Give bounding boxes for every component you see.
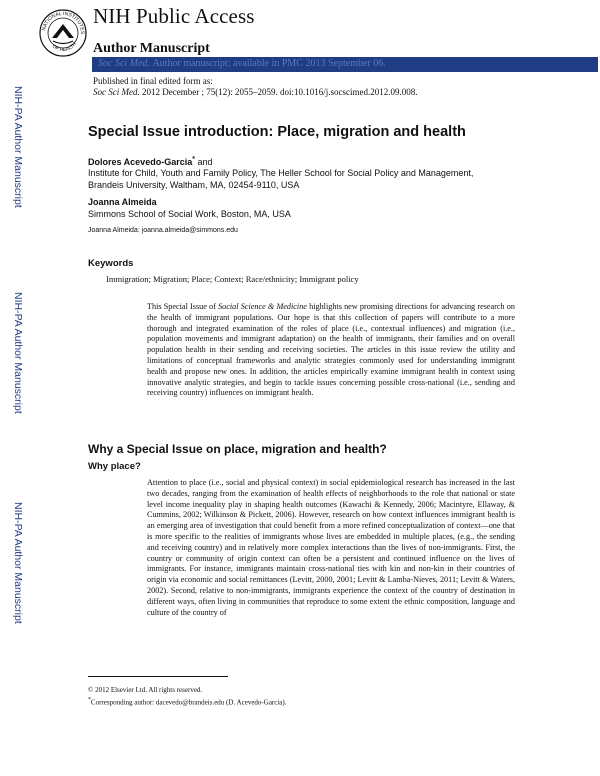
abstract-pre: This Special Issue of: [147, 302, 219, 311]
header-citation: [98, 58, 386, 69]
sidebar-label-3: NIH-PA Author Manuscript: [12, 502, 24, 624]
abstract-post: highlights new promising directions for advancing research on the health of immigrant populations. Our hope is that this collection of papers will contribute to a more thorough and integrated examination of the roles of place (i.e., contextual influences) and migration (i.e., population movements and immigrant adaptation) on the health of immigrants, their families and on overall population health in their sending and receiving societies. The articles in this issue review the utility and limitations of conceptual frameworks and analytic strategies commonly used for understanding immigrant health and propose new ones. In addition, the articles empirically examine immigrant health in context using innovative analytic strategies, and begin to tackle issues concerning possible cross-national (i.e., sending and receiving country) influences on immigrant health.: [147, 302, 515, 398]
author-1-name: Dolores Acevedo-Garcia: [88, 157, 193, 167]
publication-details: [93, 87, 417, 97]
keywords-text: Immigration; Migration; Place; Context; Race/ethnicity; Immigrant policy: [106, 274, 359, 284]
corresponding-text: Corresponding author: dacevedo@brandeis.edu (D. Acevedo-Garcia).: [90, 698, 287, 707]
sidebar-label-2: NIH-PA Author Manuscript: [12, 292, 24, 414]
section-subheading: Why place?: [88, 461, 141, 472]
affiliation-2: Simmons School of Social Work, Boston, MA, USA: [88, 209, 291, 219]
logo-text-bottom: OF HEALTH: [50, 41, 79, 54]
sidebar-label-1: NIH-PA Author Manuscript: [12, 86, 24, 208]
author-email: Joanna Almeida: joanna.almeida@simmons.edu: [88, 227, 238, 234]
pub-journal: Soc Sci Med.: [93, 87, 140, 97]
header-subtitle: Author Manuscript: [93, 41, 210, 56]
copyright: © 2012 Elsevier Ltd. All rights reserved.: [88, 686, 203, 694]
author-2: Joanna Almeida: [88, 197, 157, 207]
header-availability: Author manuscript; available in PMC 2013 September 06.: [152, 58, 386, 69]
abstract: [147, 302, 515, 399]
author-1-mark: *: [192, 156, 195, 163]
published-label: Published in final edited form as:: [93, 76, 213, 86]
nih-logo: [38, 8, 88, 58]
header-journal: Soc Sci Med.: [98, 58, 150, 69]
section-heading: Why a Special Issue on place, migration and health?: [88, 442, 387, 456]
svg-text:OF HEALTH: [51, 41, 78, 53]
abstract-journal: Social Science & Medicine: [218, 302, 307, 311]
pub-details: 2012 December ; 75(12): 2055–2059. doi:10.1016/j.socscimed.2012.09.008.: [141, 87, 418, 97]
header-title: NIH Public Access: [93, 4, 255, 28]
section-paragraph: Attention to place (i.e., social and physical context) in social epidemiological research has increased in the last two decades, ranging from the examination of health effects of neighborhoods to the role that national or state level income inequality play in shaping health outcomes (Kawachi & Kennedy, 2006; Macintyre, Ellaway, & Cummins, 2002; Wilkinson & Pickett, 2006). However, research on how context influences immigrant health is an emerging area of investigation that could benefit from a more refined conceptualization of context—one that is more specific to the realities of immigrants whose lives are embedded in multiple places, (e.g., the sending and receiving country) and in relatively more complex interactions than the lives of non-immigrants. First, the country or community of origin context can often be a persistent and continued influence on the lives of immigrants. For instance, immigrants maintain cross-national ties with kin and non-kin in their countries of origin via economic and social remittances (Levitt, 2000, 2001; Levitt & Lamba-Nieves, 2011; Levitt & Waters, 2002). Second, relative to non-immigrants, immigrants experience the context of the country of destination in different ways, often living in communities that reproduce to some extent the ethnic composition, language and culture of the country of: [147, 478, 515, 617]
corresponding-mark: *: [88, 697, 91, 703]
keywords-heading: Keywords: [88, 258, 134, 269]
corresponding-author: [88, 697, 287, 706]
author-1: [88, 156, 212, 167]
logo-emblem: [52, 24, 74, 38]
logo-text-top: NATIONAL INSTITUTES: [41, 10, 86, 35]
author-1-conj: and: [194, 157, 213, 167]
affiliation-1-line-2: Brandeis University, Waltham, MA, 02454-9110, USA: [88, 180, 300, 190]
article-title: Special Issue introduction: Place, migration and health: [88, 124, 466, 140]
footnote-rule: [88, 676, 228, 677]
affiliation-1-line-1: Institute for Child, Youth and Family Policy, The Heller School for Social Policy and Management,: [88, 168, 474, 178]
